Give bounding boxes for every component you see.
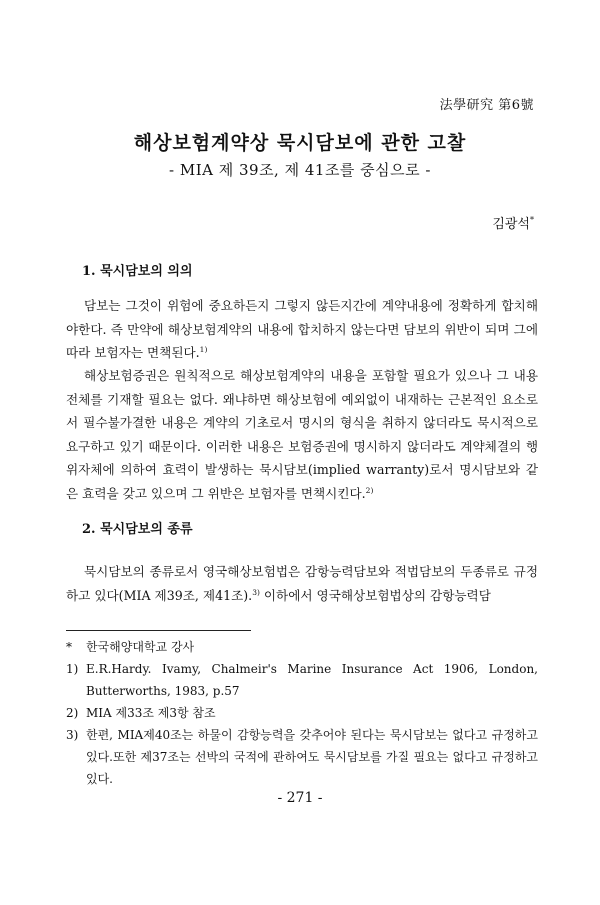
author-footnote-mark: * [530, 215, 534, 225]
journal-header: 法學研究 第6號 [439, 98, 534, 113]
footnote-text: MIA 제33조 제3항 참조 [86, 706, 216, 720]
section-2-paragraph-1 [66, 560, 538, 607]
footnote-text: 한편, MIA제40조는 하물이 감항능력을 갖추어야 된다는 묵시담보는 없다고 규정하고 있다.또한 제37조는 선박의 국적에 관하여도 묵시담보를 가질 필요는 없다고 규정하고 있다. [86, 728, 538, 786]
section-1-paragraph-1-text: 담보는 그것이 위험에 중요하든지 그렇지 않든지간에 계약내용에 정확하게 합치해야한다. 즉 만약에 해상보험계약의 내용에 합치하지 않는다면 담보의 위반이 되며 그에 따라 보험자는 면책된다. [66, 298, 538, 361]
section-2-paragraph-1-text-a: 묵시담보의 종류로서 영국해상보험법은 감항능력담보와 적법담보의 두종류로 규정하고 있다(MIA 제39조, 제41조). [66, 564, 538, 603]
section-2-heading: 2. 묵시담보의 종류 [82, 522, 193, 537]
footnote-ref-2: 2) [365, 485, 374, 495]
footnote-item [66, 658, 538, 702]
footnote-divider [66, 630, 251, 631]
section-1-heading: 1. 묵시담보의 의의 [82, 264, 193, 279]
paper-subtitle: - MIA 제 39조, 제 41조를 중심으로 - [169, 161, 431, 179]
footnote-text: E.R.Hardy. Ivamy, Chalmeir's Marine Insurance Act 1906, London, Butterworths, 1983, p.57 [86, 662, 538, 698]
footnote-item [66, 724, 538, 790]
page-number: - 271 - [277, 790, 323, 806]
footnote-item [66, 702, 538, 724]
paper-title: 해상보험계약상 묵시담보에 관한 고찰 [133, 132, 467, 154]
footnote-mark: 2) [66, 706, 79, 720]
footnote-mark: * [66, 640, 72, 654]
section-1-paragraph-2-text: 해상보험증권은 원칙적으로 해상보험계약의 내용을 포함할 필요가 있으나 그 내용전체를 기재할 필요는 없다. 왜냐하면 해상보험에 예외없이 내재하는 근본적인 요소로서 필수불가결한 내용은 계약의 기초로서 명시의 형식을 취하지 않더라도 묵시적으로 요구하고 있기 때문이다. 이러한 내용은 보험증권에 명시하지 않더라도 계약체결의 행위자체에 의하여 효력이 발생하는 묵시담보(implied warranty)로서 명시담보와 같은 효력을 갖고 있으며 그 위반은 보험자를 면책시킨다. [66, 368, 538, 501]
footnotes [66, 636, 538, 790]
section-1-paragraph-1 [66, 294, 538, 365]
author-name [492, 213, 534, 232]
section-2-paragraph-1-text-b: 이하에서 영국해상보험법상의 감항능력담 [259, 587, 491, 603]
author-text: 김광석 [492, 217, 530, 232]
footnote-mark: 3) [66, 728, 79, 742]
footnote-ref-1: 1) [199, 345, 208, 354]
footnote-mark: 1) [66, 662, 79, 676]
section-1-paragraph-2 [66, 364, 538, 506]
footnote-item [66, 636, 538, 658]
footnote-ref-3: 3) [252, 587, 260, 597]
footnote-text: 한국해양대학교 강사 [86, 640, 195, 654]
